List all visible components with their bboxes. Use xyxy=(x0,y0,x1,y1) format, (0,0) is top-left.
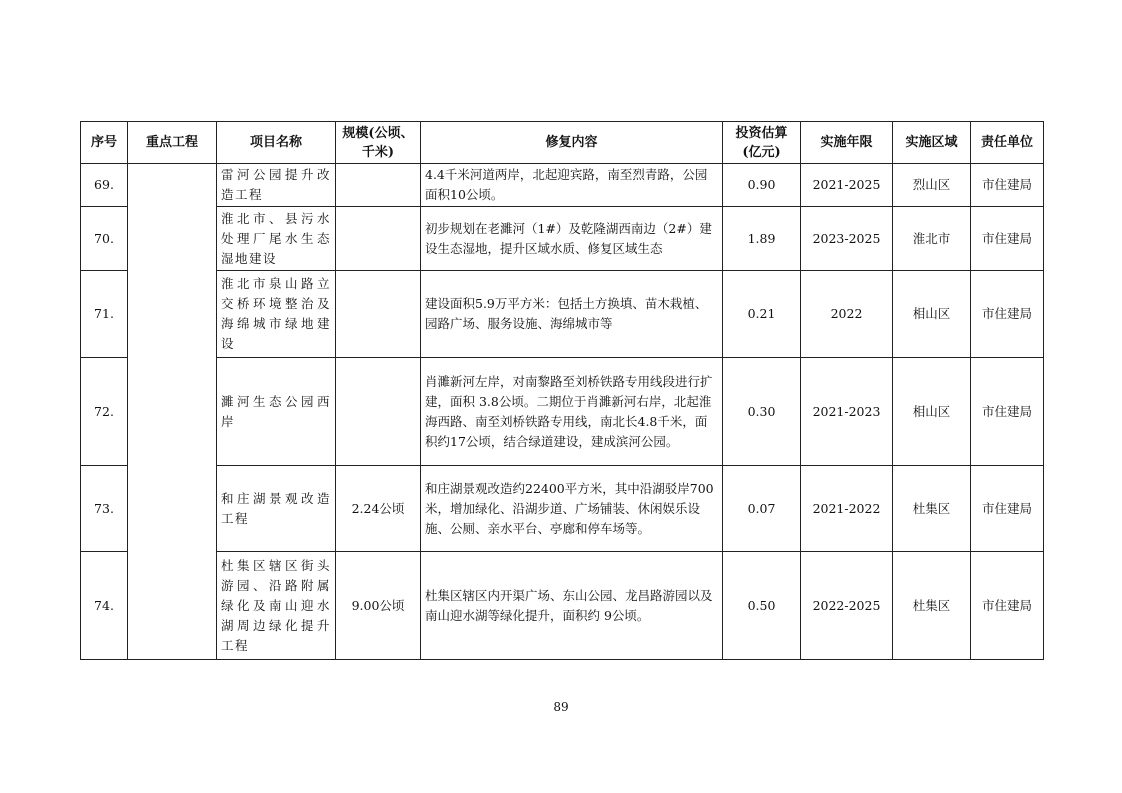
row-period: 2022-2025 xyxy=(801,552,893,660)
header-investment: 投资估算(亿元) xyxy=(723,122,801,164)
row-investment: 0.07 xyxy=(723,466,801,552)
row-content: 建设面积5.9万平方米：包括土方换填、苗木栽植、园路广场、服务设施、海绵城市等 xyxy=(421,271,723,358)
project-table xyxy=(80,121,1044,660)
row-scale xyxy=(336,164,421,207)
row-content: 4.4千米河道两岸，北起迎宾路，南至烈青路，公园面积10公顷。 xyxy=(421,164,723,207)
row-investment: 0.90 xyxy=(723,164,801,207)
row-name: 杜集区辖区街头游园、沿路附属绿化及南山迎水湖周边绿化提升工程 xyxy=(217,552,336,660)
row-name: 雷河公园提升改造工程 xyxy=(217,164,336,207)
header-scale: 规模(公顷、千米) xyxy=(336,122,421,164)
table-row xyxy=(81,466,1044,552)
row-unit: 市住建局 xyxy=(971,358,1044,466)
header-content: 修复内容 xyxy=(421,122,723,164)
row-unit: 市住建局 xyxy=(971,271,1044,358)
row-area: 杜集区 xyxy=(893,552,971,660)
row-period: 2022 xyxy=(801,271,893,358)
row-scale xyxy=(336,271,421,358)
row-investment: 0.30 xyxy=(723,358,801,466)
row-no: 74. xyxy=(81,552,128,660)
row-period: 2021-2023 xyxy=(801,358,893,466)
row-area: 相山区 xyxy=(893,358,971,466)
header-no: 序号 xyxy=(81,122,128,164)
header-key-project: 重点工程 xyxy=(128,122,217,164)
row-unit: 市住建局 xyxy=(971,164,1044,207)
row-investment: 1.89 xyxy=(723,207,801,271)
row-area: 杜集区 xyxy=(893,466,971,552)
header-name: 项目名称 xyxy=(217,122,336,164)
row-name: 濉河生态公园西岸 xyxy=(217,358,336,466)
row-period: 2023-2025 xyxy=(801,207,893,271)
row-period: 2021-2025 xyxy=(801,164,893,207)
row-no: 72. xyxy=(81,358,128,466)
row-unit: 市住建局 xyxy=(971,552,1044,660)
table-row xyxy=(81,358,1044,466)
row-content: 初步规划在老濉河（1#）及乾隆湖西南边（2#）建设生态湿地，提升区域水质、修复区域生态 xyxy=(421,207,723,271)
row-content: 和庄湖景观改造约22400平方米，其中沿湖驳岸700米，增加绿化、沿湖步道、广场铺装、休闲娱乐设施、公厕、亲水平台、亭廊和停车场等。 xyxy=(421,466,723,552)
row-investment: 0.21 xyxy=(723,271,801,358)
row-name: 淮北市泉山路立交桥环境整治及海绵城市绿地建设 xyxy=(217,271,336,358)
row-no: 70. xyxy=(81,207,128,271)
table-row xyxy=(81,552,1044,660)
row-unit: 市住建局 xyxy=(971,207,1044,271)
row-period: 2021-2022 xyxy=(801,466,893,552)
row-no: 73. xyxy=(81,466,128,552)
table-row xyxy=(81,271,1044,358)
row-area: 淮北市 xyxy=(893,207,971,271)
table-row xyxy=(81,164,1044,207)
header-period: 实施年限 xyxy=(801,122,893,164)
row-scale: 2.24公顷 xyxy=(336,466,421,552)
row-name: 和庄湖景观改造工程 xyxy=(217,466,336,552)
table-header-row xyxy=(81,122,1044,164)
header-area: 实施区域 xyxy=(893,122,971,164)
row-area: 相山区 xyxy=(893,271,971,358)
row-area: 烈山区 xyxy=(893,164,971,207)
key-project-cell xyxy=(128,164,217,660)
header-unit: 责任单位 xyxy=(971,122,1044,164)
row-name: 淮北市、县污水处理厂尾水生态湿地建设 xyxy=(217,207,336,271)
page-number: 89 xyxy=(553,700,569,714)
row-scale: 9.00公顷 xyxy=(336,552,421,660)
row-scale xyxy=(336,358,421,466)
row-no: 69. xyxy=(81,164,128,207)
row-content: 肖濉新河左岸，对南黎路至刘桥铁路专用线段进行扩建，面积 3.8公顷。二期位于肖濉新河右岸，北起淮海西路、南至刘桥铁路专用线，南北长4.8千米，面积约17公顷，结合绿道建设，建成滨河公园。 xyxy=(421,358,723,466)
row-scale xyxy=(336,207,421,271)
row-no: 71. xyxy=(81,271,128,358)
table-row xyxy=(81,207,1044,271)
row-unit: 市住建局 xyxy=(971,466,1044,552)
row-content: 杜集区辖区内开渠广场、东山公园、龙昌路游园以及南山迎水湖等绿化提升，面积约 9公顷。 xyxy=(421,552,723,660)
row-investment: 0.50 xyxy=(723,552,801,660)
